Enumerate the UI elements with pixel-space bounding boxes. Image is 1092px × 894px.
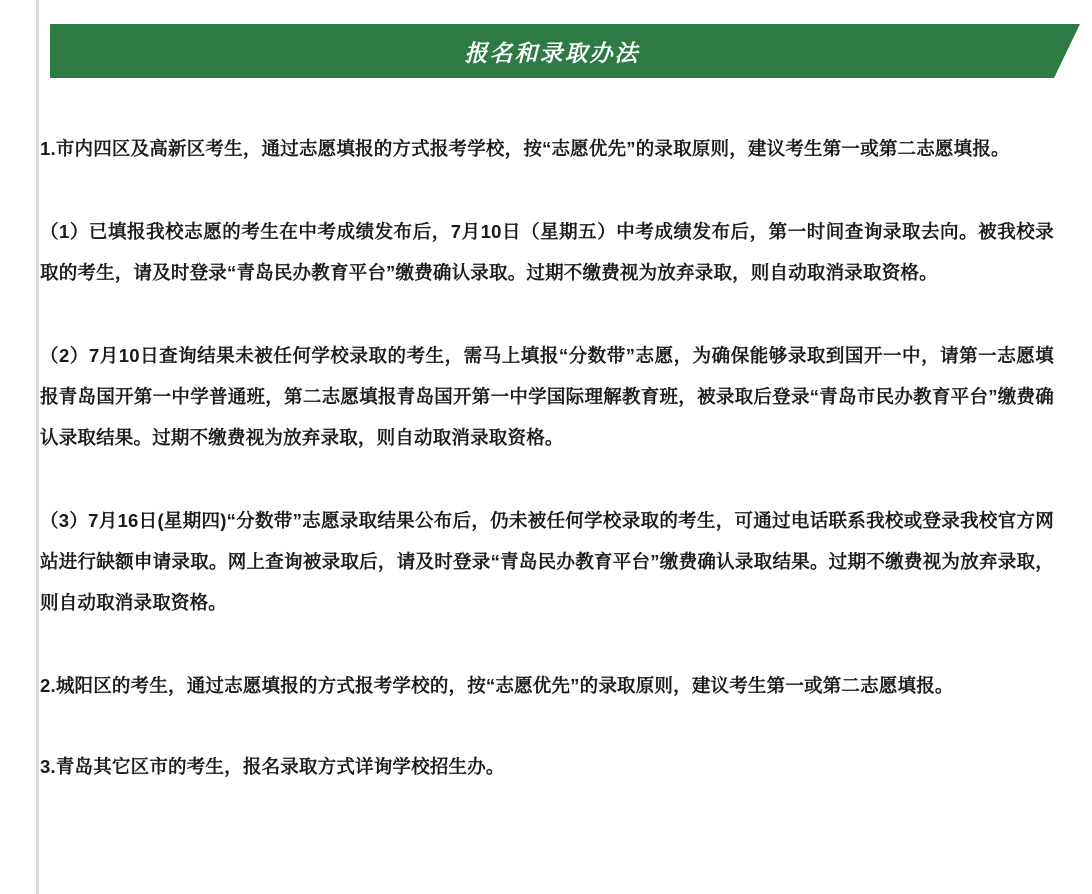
paragraph-1: 1.市内四区及高新区考生，通过志愿填报的方式报考学校，按“志愿优先”的录取原则，建议考生第一或第二志愿填报。 xyxy=(40,138,1010,159)
section-banner-title: 报名和录取办法 xyxy=(464,39,640,66)
document-content xyxy=(40,0,1054,787)
paragraph-5: 2.城阳区的考生，通过志愿填报的方式报考学校的，按“志愿优先”的录取原则，建议考生第一或第二志愿填报。 xyxy=(40,675,954,696)
paragraph-2: （1）已填报我校志愿的考生在中考成绩发布后，7月10日（星期五）中考成绩发布后，第一时间查询录取去向。被我校录取的考生，请及时登录“青岛民办教育平台”缴费确认录取。过期不缴费视为放弃录取，则自动取消录取资格。 xyxy=(40,221,1054,283)
paragraph-6: 3.青岛其它区市的考生，报名录取方式详询学校招生办。 xyxy=(40,756,505,777)
left-margin-rule xyxy=(36,0,39,894)
paragraph-3: （2）7月10日查询结果未被任何学校录取的考生，需马上填报“分数带”志愿，为确保能够录取到国开一中，请第一志愿填报青岛国开第一中学普通班，第二志愿填报青岛国开第一中学国际理解教育班，被录取后登录“青岛市民办教育平台”缴费确认录取结果。过期不缴费视为放弃录取，则自动取消录取资格。 xyxy=(40,345,1054,448)
paragraph-4: （3）7月16日(星期四)“分数带”志愿录取结果公布后，仍未被任何学校录取的考生，可通过电话联系我校或登录我校官方网站进行缺额申请录取。网上查询被录取后，请及时登录“青岛民办教育平台”缴费确认录取结果。过期不缴费视为放弃录取，则自动取消录取资格。 xyxy=(40,510,1054,613)
section-banner xyxy=(50,24,1054,78)
